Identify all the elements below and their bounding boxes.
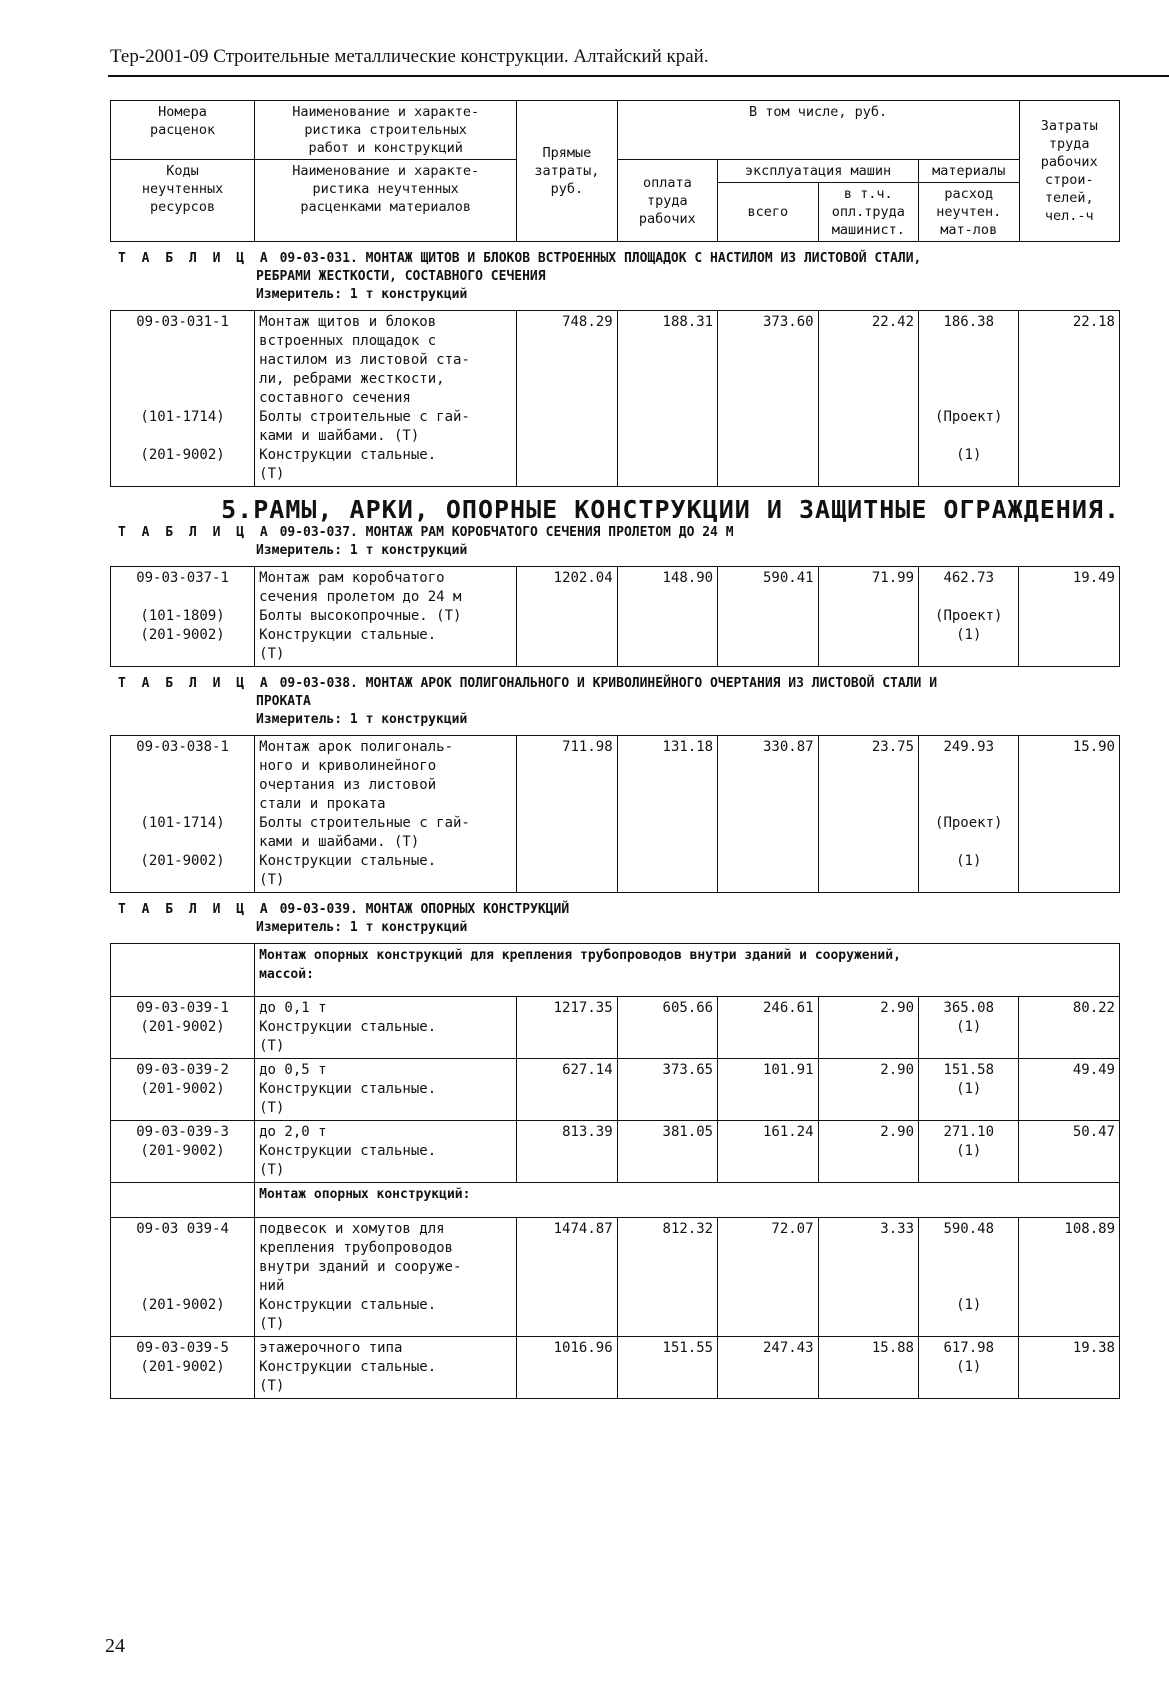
table-row: 09-03 039-4 (201-9002) подвесок и хомутов для крепления трубопроводов внутри зданий и сооруже- ний Конструкции стальные. (Т) 1474.87 812.32 72.07 3.33 590.48 (1) 108.89 (111, 1218, 1120, 1337)
table-row: 09-03-038-1 (101-1714) (201-9002) Монтаж арок полигональ- ного и криволинейного очертания из листовой стали и проката Болты строительные с гай- ками и шайбами. (Т) Конструкции стальные. (Т) 711.98 131.18 330.87 23.75 249.93 (Проект) (1) 15.90 (111, 736, 1120, 893)
col-labor-pay: оплата труда рабочих (617, 160, 717, 242)
header-rule (108, 75, 1169, 77)
section-title: 5.РАМЫ, АРКИ, ОПОРНЫЕ КОНСТРУКЦИИ И ЗАЩИТНЫЕ ОГРАЖДЕНИЯ. (221, 495, 1120, 524)
col-machinist-pay: в т.ч. опл.труда машинист. (818, 183, 918, 242)
table-row: 09-03-039-2 (201-9002) до 0,5 т Конструкции стальные. (Т) 627.14 373.65 101.91 2.90 151.58 (1) 49.49 (111, 1059, 1120, 1121)
col-machines-total: всего (718, 183, 818, 242)
table-caption-039: Т А Б Л И Ц А 09-03-039. МОНТАЖ ОПОРНЫХ КОНСТРУКЦИЙ Измеритель: 1 т конструкций (118, 902, 570, 935)
table-row: 09-03-031-1 (101-1714) (201-9002) Монтаж щитов и блоков встроенных площадок с настилом из листовой ста- ли, ребрами жесткости, составного сечения Болты строительные с гай- ками и шайбами. (Т) Конструкции стальные. (Т) 748.29 188.31 373.60 22.42 186.38 (Проект) (1) 22.18 (111, 311, 1120, 487)
table-caption-038: Т А Б Л И Ц А 09-03-038. МОНТАЖ АРОК ПОЛИГОНАЛЬНОГО И КРИВОЛИНЕЙНОГО ОЧЕРТАНИЯ ИЗ ЛИСТОВОЙ СТАЛИ И ПРОКАТА Измеритель: 1 т конструкций (118, 676, 938, 727)
running-title: Тер-2001-09 Строительные металлические конструкции. Алтайский край. (110, 46, 709, 67)
subheading-row: Монтаж опорных конструкций: (111, 1183, 1120, 1218)
col-materials: материалы (919, 160, 1020, 183)
column-header-table (110, 100, 1120, 242)
col-work-name: Наименование и характе- ристика строительных работ и конструкций (255, 101, 517, 160)
table-caption-031: Т А Б Л И Ц А 09-03-031. МОНТАЖ ЩИТОВ И БЛОКОВ ВСТРОЕННЫХ ПЛОЩАДОК С НАСТИЛОМ ИЗ ЛИСТОВОЙ СТАЛИ, РЕБРАМИ ЖЕСТКОСТИ, СОСТАВНОГО СЕЧЕНИЯ Измеритель: 1 т конструкций (118, 251, 922, 302)
col-labor-cost: Затраты труда рабочих строи- телей, чел.-ч (1019, 101, 1120, 242)
table-row: 09-03-039-5 (201-9002) этажерочного типа Конструкции стальные. (Т) 1016.96 151.55 247.43 15.88 617.98 (1) 19.38 (111, 1337, 1120, 1399)
col-direct-costs: Прямые затраты, руб. (517, 101, 617, 242)
table-row: 09-03-037-1 (101-1809) (201-9002) Монтаж рам коробчатого сечения пролетом до 24 м Болты высокопрочные. (Т) Конструкции стальные. (Т) 1202.04 148.90 590.41 71.99 462.73 (Проект) (1) 19.49 (111, 567, 1120, 667)
col-rate-numbers: Номера расценок (111, 101, 255, 160)
table-row: 09-03-039-3 (201-9002) до 2,0 т Конструкции стальные. (Т) 813.39 381.05 161.24 2.90 271.10 (1) 50.47 (111, 1121, 1120, 1183)
subheading-row: Монтаж опорных конструкций для крепления трубопроводов внутри зданий и сооружений, массой: (111, 944, 1120, 997)
page-content (110, 100, 1120, 1399)
rate-table-037 (110, 566, 1120, 667)
table-caption-037: Т А Б Л И Ц А 09-03-037. МОНТАЖ РАМ КОРОБЧАТОГО СЕЧЕНИЯ ПРОЛЕТОМ ДО 24 М Измеритель: 1 т конструкций (118, 525, 734, 558)
col-resource-codes: Коды неучтенных ресурсов (111, 160, 255, 242)
rate-table-039 (110, 943, 1120, 1399)
rate-table-031 (110, 310, 1120, 487)
rate-table-038 (110, 735, 1120, 893)
col-including: В том числе, руб. (617, 101, 1019, 160)
page-number: 24 (105, 1635, 125, 1657)
col-unaccounted-materials: расход неучтен. мат-лов (919, 183, 1020, 242)
col-machines: эксплуатация машин (718, 160, 919, 183)
table-row: 09-03-039-1 (201-9002) до 0,1 т Конструкции стальные. (Т) 1217.35 605.66 246.61 2.90 365.08 (1) 80.22 (111, 997, 1120, 1059)
col-material-name: Наименование и характе- ристика неучтенных расценками материалов (255, 160, 517, 242)
